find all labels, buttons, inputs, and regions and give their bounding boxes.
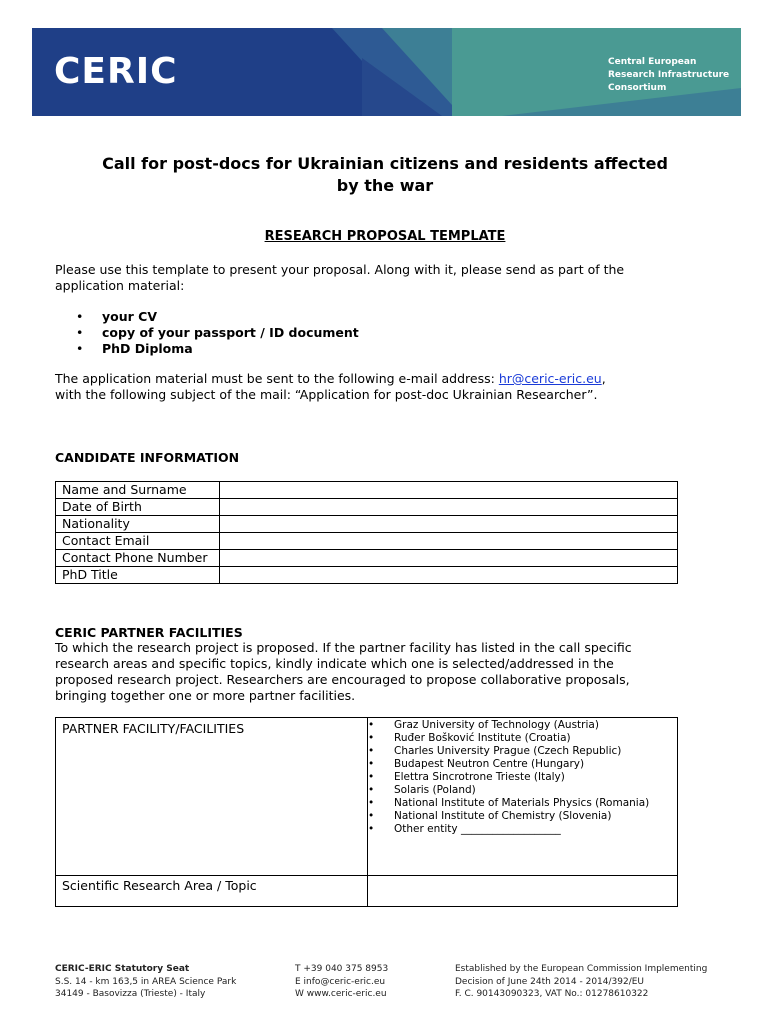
org-name: Central European Research Infrastructure Consortium [608,57,730,93]
footer-contact: T +39 040 375 8953 E info@ceric-eric.eu W www.ceric-eric.eu [295,964,389,999]
table-row: PhD Title [56,567,678,584]
candidate-table [55,481,678,584]
email-link[interactable]: hr@ceric-eric.eu [498,371,602,386]
partner-heading: CERIC PARTNER FACILITIES [55,625,243,640]
partner-paragraph: To which the research project is proposed. If the partner facility has listed in the call specific research areas and specific topics, kindly indicate which one is selected/addressed in the proposed research project. Researchers are encouraged to propose collaborative proposals, bringing together one or more partner facilities. [55,640,632,703]
list-item: • Solaris (Poland) [368,784,476,796]
list-item: • your CV [76,309,157,324]
table-row: Nationality [56,516,678,533]
nationality-field[interactable] [220,516,678,533]
header-banner [32,28,741,116]
list-item: • National Institute of Materials Physics (Romania) [368,797,650,809]
footer-legal: Established by the European Commission Implementing Decision of June 24th 2014 - 2014/392/EU F. C. 90143090323, VAT No.: 01278610322 [455,964,708,999]
list-item: • Graz University of Technology (Austria) [368,719,599,731]
list-item: • copy of your passport / ID document [76,325,359,340]
area-field[interactable] [368,876,677,906]
list-item: • Ruđer Bošković Institute (Croatia) [368,732,571,744]
dob-field[interactable] [220,499,678,516]
table-row: Name and Surname [56,482,678,499]
footer-seat: CERIC-ERIC Statutory Seat S.S. 14 - km 163,5 in AREA Science Park 34149 - Basovizza (Trieste) - Italy [55,964,237,999]
facility-label: PARTNER FACILITY/FACILITIES [62,721,245,736]
phd-title-field[interactable] [220,567,678,584]
list-item: • National Institute of Chemistry (Slovenia) [368,810,612,822]
ceric-logo: CERIC [54,51,178,92]
candidate-heading: CANDIDATE INFORMATION [55,450,240,465]
table-row: Date of Birth [56,499,678,516]
table-row: Contact Phone Number [56,550,678,567]
subtitle: RESEARCH PROPOSAL TEMPLATE [264,229,506,244]
requirements-list [76,309,359,357]
list-item: • Budapest Neutron Centre (Hungary) [368,758,585,770]
facility-list[interactable] [368,719,674,836]
page-title: Call for post-docs for Ukrainian citizens and residents affected by the war [102,154,668,195]
table-row: Contact Email [56,533,678,550]
intro-paragraph: Please use this template to present your proposal. Along with it, please send as part of the application material: [55,262,625,293]
facility-table [55,717,678,907]
list-item: • Other entity ___________________ [368,823,561,835]
email-field[interactable] [220,533,678,550]
phone-field[interactable] [220,550,678,567]
list-item: • PhD Diploma [76,341,193,356]
list-item: • Elettra Sincrotrone Trieste (Italy) [368,771,565,783]
area-label: Scientific Research Area / Topic [62,878,257,893]
name-field[interactable] [220,482,678,499]
send-paragraph: The application material must be sent to the following e-mail address: hr@ceric-eric.eu, with the following subject of the mail: “Application for post-doc Ukrainian Researcher”. [55,371,606,402]
list-item: • Charles University Prague (Czech Republic) [368,745,622,757]
